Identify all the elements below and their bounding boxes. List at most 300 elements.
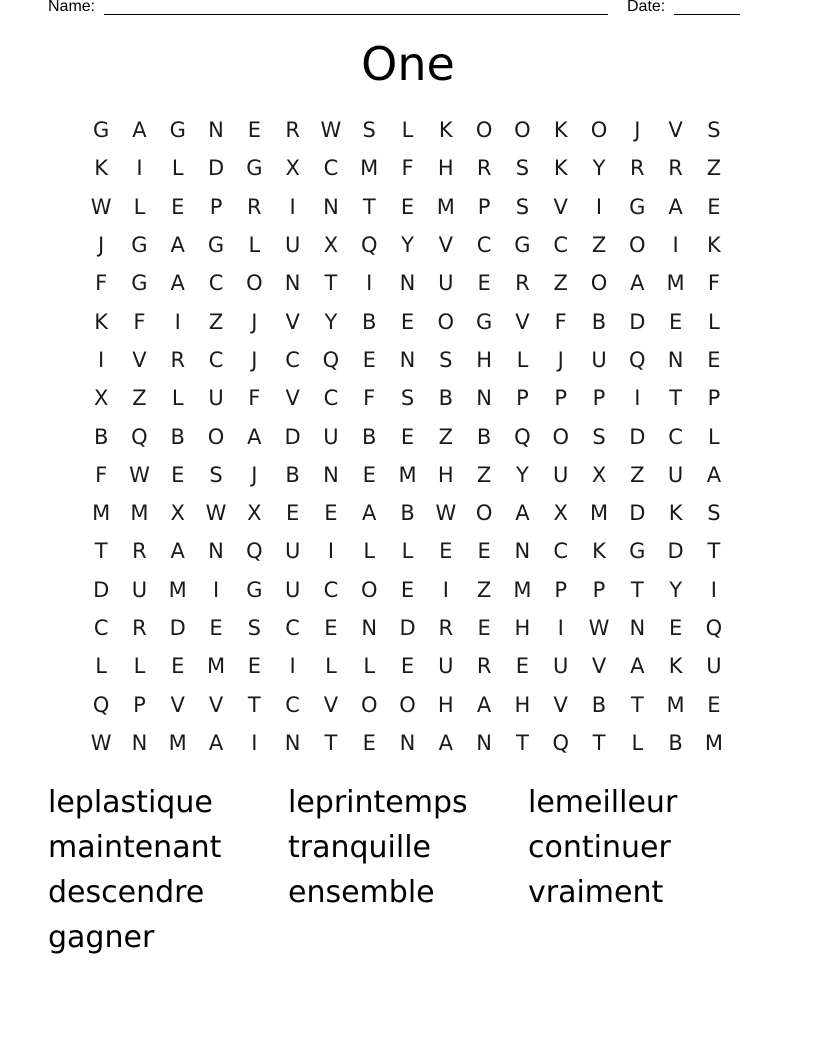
grid-letter: C: [553, 233, 569, 258]
word-list-item: leplastique: [48, 785, 213, 820]
grid-letter: Z: [706, 156, 722, 181]
grid-letter: D: [629, 309, 646, 334]
grid-letter: C: [553, 539, 569, 564]
word-list-item: maintenant: [48, 830, 222, 865]
grid-letter: A: [170, 539, 185, 564]
grid-letter: J: [557, 347, 564, 372]
grid-letter: N: [284, 271, 301, 296]
grid-letter: W: [90, 730, 112, 755]
grid-letter: M: [206, 654, 226, 679]
grid-letter: R: [668, 156, 683, 181]
grid-letter: M: [360, 156, 379, 181]
grid-letter: B: [591, 309, 607, 334]
word-list-item: tranquille: [288, 830, 432, 865]
grid-letter: Z: [591, 233, 607, 258]
grid-letter: V: [515, 309, 530, 334]
grid-letter: A: [170, 233, 185, 258]
grid-letter: D: [399, 616, 416, 640]
grid-letter: M: [130, 501, 149, 526]
grid-letter: Q: [131, 424, 148, 449]
grid-letter: U: [438, 271, 454, 296]
grid-letter: E: [668, 616, 683, 640]
grid-letter: J: [251, 462, 258, 487]
grid-letter: A: [170, 271, 185, 296]
grid-letter: K: [668, 501, 683, 526]
grid-letter: S: [439, 347, 453, 372]
grid-letter: U: [284, 577, 301, 602]
grid-letter: N: [399, 347, 416, 372]
grid-letter: F: [95, 271, 108, 296]
grid-letter: W: [320, 118, 342, 143]
grid-letter: L: [133, 194, 146, 219]
grid-letter: F: [401, 156, 414, 181]
grid-letter: V: [323, 692, 339, 717]
grid-letter: B: [591, 692, 607, 717]
grid-letter: T: [707, 539, 721, 564]
grid-letter: T: [630, 692, 644, 717]
grid-letter: G: [246, 156, 263, 181]
grid-letter: G: [475, 309, 493, 334]
grid-letter: W: [129, 462, 150, 487]
grid-letter: M: [92, 501, 111, 526]
grid-letter: S: [515, 194, 530, 219]
grid-letter: P: [133, 692, 146, 717]
grid-letter: E: [171, 194, 185, 219]
grid-letter: I: [289, 654, 296, 679]
grid-letter: O: [360, 692, 378, 717]
grid-letter: X: [170, 501, 185, 526]
grid-letter: I: [595, 194, 603, 219]
grid-letter: L: [133, 654, 146, 679]
grid-letter: B: [438, 386, 454, 411]
grid-letter: W: [588, 616, 610, 640]
grid-letter: X: [591, 462, 607, 487]
grid-letter: A: [208, 730, 224, 755]
grid-letter: Y: [324, 309, 338, 334]
grid-letter: L: [708, 424, 720, 449]
word-list-item: gagner: [48, 920, 155, 955]
grid-letter: V: [553, 692, 568, 717]
grid-letter: J: [251, 347, 258, 372]
grid-letter: C: [208, 347, 224, 372]
grid-letter: L: [171, 386, 184, 411]
grid-letter: I: [672, 233, 679, 258]
grid-letter: E: [477, 616, 491, 640]
grid-letter: G: [93, 118, 110, 143]
grid-letter: E: [400, 654, 415, 679]
grid-letter: I: [366, 271, 373, 296]
grid-letter: H: [437, 156, 454, 181]
grid-letter: L: [401, 539, 414, 564]
grid-letter: F: [554, 309, 567, 334]
grid-letter: V: [285, 309, 300, 334]
grid-letter: E: [362, 347, 376, 372]
grid-letter: Y: [516, 462, 529, 487]
grid-letter: G: [246, 577, 263, 602]
grid-letter: K: [94, 309, 109, 334]
grid-letter: N: [131, 730, 148, 755]
grid-letter: Z: [476, 577, 492, 602]
grid-letter: S: [400, 386, 415, 411]
grid-letter: C: [323, 577, 339, 602]
grid-letter: L: [363, 654, 376, 679]
grid-letter: H: [514, 616, 531, 640]
grid-letter: N: [476, 386, 492, 411]
grid-letter: L: [95, 654, 107, 679]
grid-letter: M: [513, 577, 532, 602]
grid-letter: T: [94, 539, 108, 564]
grid-letter: B: [400, 501, 415, 526]
grid-letter: Q: [514, 424, 531, 449]
worksheet-header: [0, 0, 816, 20]
grid-letter: Q: [92, 692, 110, 717]
grid-letter: I: [212, 577, 220, 602]
grid-letter: O: [475, 501, 493, 526]
grid-letter: N: [361, 616, 378, 640]
grid-letter: O: [552, 424, 569, 449]
grid-letter: N: [629, 616, 646, 640]
grid-letter: U: [706, 654, 722, 679]
grid-letter: N: [476, 730, 492, 755]
grid-letter: X: [323, 233, 339, 258]
grid-letter: D: [207, 156, 225, 181]
grid-letter: X: [93, 386, 109, 411]
date-blank-line: [674, 14, 740, 15]
grid-letter: T: [592, 730, 606, 755]
grid-letter: J: [98, 233, 105, 258]
grid-letter: E: [477, 539, 491, 564]
grid-letter: D: [169, 616, 186, 640]
grid-letter: E: [707, 347, 721, 372]
grid-letter: G: [131, 271, 148, 296]
grid-letter: N: [208, 539, 224, 564]
grid-letter: B: [668, 730, 683, 755]
grid-letter: U: [323, 424, 339, 449]
grid-letter: I: [710, 577, 717, 602]
grid-letter: E: [400, 424, 415, 449]
word-list-item: vraiment: [528, 875, 664, 910]
grid-letter: N: [284, 730, 301, 755]
grid-letter: W: [435, 501, 457, 526]
grid-letter: N: [323, 194, 339, 219]
grid-letter: E: [439, 539, 453, 564]
grid-letter: T: [516, 730, 529, 755]
grid-letter: P: [209, 194, 223, 219]
grid-letter: V: [208, 692, 224, 717]
grid-letter: M: [589, 501, 609, 526]
grid-letter: Z: [132, 386, 147, 411]
grid-letter: P: [516, 386, 529, 411]
grid-letter: B: [476, 424, 492, 449]
grid-letter: F: [95, 462, 108, 487]
grid-letter: O: [629, 233, 646, 258]
grid-letter: H: [514, 692, 531, 717]
grid-letter: E: [209, 616, 223, 640]
grid-letter: Q: [552, 730, 569, 755]
grid-letter: M: [398, 462, 417, 487]
grid-letter: Z: [630, 462, 645, 487]
grid-letter: E: [668, 309, 683, 334]
word-list-item: ensemble: [288, 875, 435, 910]
grid-letter: P: [477, 194, 491, 219]
grid-letter: A: [362, 501, 377, 526]
grid-letter: A: [132, 118, 147, 143]
word-list-item: leprintemps: [288, 785, 468, 820]
grid-letter: Q: [246, 539, 263, 564]
grid-letter: U: [553, 654, 569, 679]
grid-letter: P: [554, 577, 568, 602]
grid-letter: P: [554, 386, 568, 411]
grid-letter: F: [248, 386, 261, 411]
grid-letter: I: [634, 386, 641, 411]
grid-letter: J: [634, 118, 641, 143]
grid-letter: K: [707, 233, 721, 258]
grid-letter: G: [169, 118, 186, 143]
grid-letter: H: [437, 462, 454, 487]
grid-letter: A: [438, 730, 453, 755]
word-list-item: descendre: [48, 875, 205, 910]
grid-letter: E: [247, 654, 261, 679]
grid-letter: O: [207, 424, 225, 449]
grid-letter: C: [476, 233, 492, 258]
grid-letter: B: [170, 424, 185, 449]
grid-letter: E: [707, 194, 721, 219]
grid-letter: G: [514, 233, 531, 258]
grid-letter: G: [629, 539, 646, 564]
grid-letter: L: [631, 730, 644, 755]
grid-letter: P: [707, 386, 721, 411]
grid-letter: O: [514, 118, 531, 143]
grid-letter: M: [436, 194, 455, 219]
grid-letter: E: [400, 194, 415, 219]
grid-letter: R: [132, 539, 147, 564]
grid-letter: O: [475, 118, 493, 143]
grid-letter: S: [209, 462, 223, 487]
grid-letter: V: [591, 654, 607, 679]
grid-letter: Y: [669, 577, 683, 602]
grid-letter: I: [557, 616, 564, 640]
grid-letter: J: [251, 309, 258, 334]
grid-letter: E: [362, 462, 376, 487]
grid-letter: C: [668, 424, 683, 449]
grid-letter: A: [247, 424, 262, 449]
grid-letter: K: [553, 156, 568, 181]
grid-letter: T: [669, 386, 683, 411]
grid-letter: U: [667, 462, 684, 487]
grid-letter: Z: [553, 271, 568, 296]
grid-letter: I: [442, 577, 449, 602]
grid-letter: L: [401, 118, 414, 143]
grid-letter: B: [93, 424, 109, 449]
grid-letter: V: [132, 347, 147, 372]
grid-letter: C: [93, 616, 109, 640]
grid-letter: K: [438, 118, 453, 143]
grid-letter: Q: [360, 233, 378, 258]
grid-letter: O: [360, 577, 378, 602]
grid-letter: I: [289, 194, 296, 219]
grid-letter: V: [668, 118, 683, 143]
grid-letter: P: [592, 577, 606, 602]
grid-letter: O: [399, 692, 416, 717]
grid-letter: R: [515, 271, 530, 296]
grid-letter: C: [323, 156, 339, 181]
grid-letter: K: [553, 118, 568, 143]
grid-letter: T: [362, 194, 376, 219]
letter-grid: [82, 111, 733, 762]
grid-letter: S: [247, 616, 261, 640]
word-list-item: continuer: [528, 830, 671, 865]
grid-letter: G: [207, 233, 225, 258]
grid-letter: U: [284, 233, 301, 258]
grid-letter: W: [90, 194, 112, 219]
grid-letter: H: [476, 347, 493, 372]
grid-letter: N: [667, 347, 684, 372]
grid-letter: M: [666, 692, 685, 717]
grid-letter: R: [476, 654, 492, 679]
grid-letter: O: [590, 271, 608, 296]
grid-letter: E: [477, 271, 491, 296]
grid-letter: X: [553, 501, 568, 526]
grid-letter: L: [325, 654, 337, 679]
grid-letter: A: [668, 194, 683, 219]
grid-letter: V: [553, 194, 568, 219]
grid-letter: O: [437, 309, 455, 334]
grid-letter: E: [247, 118, 261, 143]
grid-letter: E: [362, 730, 376, 755]
grid-letter: T: [324, 271, 338, 296]
grid-letter: L: [516, 347, 529, 372]
grid-letter: I: [98, 347, 105, 372]
grid-letter: Z: [208, 309, 224, 334]
name-label: Name:: [48, 0, 96, 15]
word-list-item: lemeilleur: [528, 785, 678, 820]
grid-letter: Z: [438, 424, 454, 449]
grid-letter: W: [205, 501, 227, 526]
grid-letter: T: [247, 692, 261, 717]
grid-letter: C: [208, 271, 224, 296]
grid-letter: E: [171, 654, 185, 679]
grid-letter: E: [400, 309, 415, 334]
grid-letter: M: [168, 577, 187, 602]
word-list: [48, 780, 768, 960]
grid-letter: Y: [401, 233, 414, 258]
grid-letter: X: [285, 156, 300, 181]
grid-letter: S: [515, 156, 530, 181]
grid-letter: I: [327, 539, 335, 564]
grid-letter: Q: [322, 347, 340, 372]
grid-letter: E: [707, 692, 721, 717]
grid-letter: X: [247, 501, 262, 526]
grid-letter: E: [400, 577, 415, 602]
grid-letter: K: [668, 654, 683, 679]
grid-letter: A: [706, 462, 722, 487]
grid-letter: N: [514, 539, 531, 564]
grid-letter: U: [591, 347, 607, 372]
grid-letter: C: [323, 386, 339, 411]
grid-letter: R: [476, 156, 492, 181]
grid-letter: F: [363, 386, 376, 411]
grid-letter: E: [324, 501, 338, 526]
grid-letter: E: [515, 654, 530, 679]
grid-letter: G: [131, 233, 148, 258]
name-blank-line: [104, 14, 608, 15]
grid-letter: E: [285, 501, 300, 526]
grid-letter: E: [324, 616, 338, 640]
grid-letter: Q: [705, 616, 723, 640]
grid-letter: C: [285, 692, 300, 717]
grid-letter: R: [247, 194, 262, 219]
grid-letter: D: [284, 424, 301, 449]
date-label: Date:: [627, 0, 666, 15]
grid-letter: R: [630, 156, 645, 181]
grid-letter: L: [708, 309, 720, 334]
grid-letter: R: [285, 118, 300, 143]
grid-letter: A: [630, 654, 645, 679]
grid-letter: Q: [629, 347, 646, 372]
grid-letter: L: [363, 539, 376, 564]
grid-letter: M: [666, 271, 685, 296]
grid-letter: T: [324, 730, 338, 755]
grid-letter: S: [592, 424, 606, 449]
grid-letter: M: [704, 730, 723, 755]
grid-letter: A: [630, 271, 645, 296]
puzzle-title: One: [361, 37, 455, 91]
grid-letter: U: [284, 539, 301, 564]
grid-letter: R: [170, 347, 186, 372]
grid-letter: G: [629, 194, 646, 219]
grid-letter: B: [362, 424, 377, 449]
grid-letter: Z: [476, 462, 492, 487]
grid-letter: C: [285, 616, 300, 640]
grid-letter: I: [136, 156, 143, 181]
grid-letter: S: [362, 118, 376, 143]
grid-letter: D: [629, 501, 646, 526]
grid-letter: O: [590, 118, 608, 143]
grid-letter: S: [707, 501, 721, 526]
grid-letter: D: [667, 539, 684, 564]
grid-letter: D: [93, 577, 110, 602]
grid-letter: R: [438, 616, 454, 640]
grid-letter: L: [248, 233, 261, 258]
grid-letter: B: [285, 462, 300, 487]
grid-letter: D: [629, 424, 646, 449]
grid-letter: O: [246, 271, 263, 296]
grid-letter: U: [553, 462, 569, 487]
grid-letter: A: [515, 501, 530, 526]
grid-letter: N: [208, 118, 224, 143]
grid-letter: V: [170, 692, 185, 717]
grid-letter: S: [707, 118, 721, 143]
grid-letter: N: [323, 462, 339, 487]
grid-letter: N: [399, 271, 416, 296]
grid-letter: E: [171, 462, 185, 487]
grid-letter: C: [285, 347, 300, 372]
grid-letter: U: [131, 577, 148, 602]
grid-letter: F: [133, 309, 146, 334]
grid-letter: R: [132, 616, 147, 640]
grid-letter: B: [362, 309, 377, 334]
grid-letter: U: [438, 654, 454, 679]
grid-letter: K: [94, 156, 109, 181]
grid-letter: T: [630, 577, 644, 602]
grid-letter: V: [285, 386, 300, 411]
grid-letter: L: [171, 156, 184, 181]
grid-letter: K: [592, 539, 606, 564]
grid-letter: F: [707, 271, 720, 296]
grid-letter: I: [251, 730, 258, 755]
grid-letter: N: [399, 730, 416, 755]
grid-letter: P: [592, 386, 606, 411]
